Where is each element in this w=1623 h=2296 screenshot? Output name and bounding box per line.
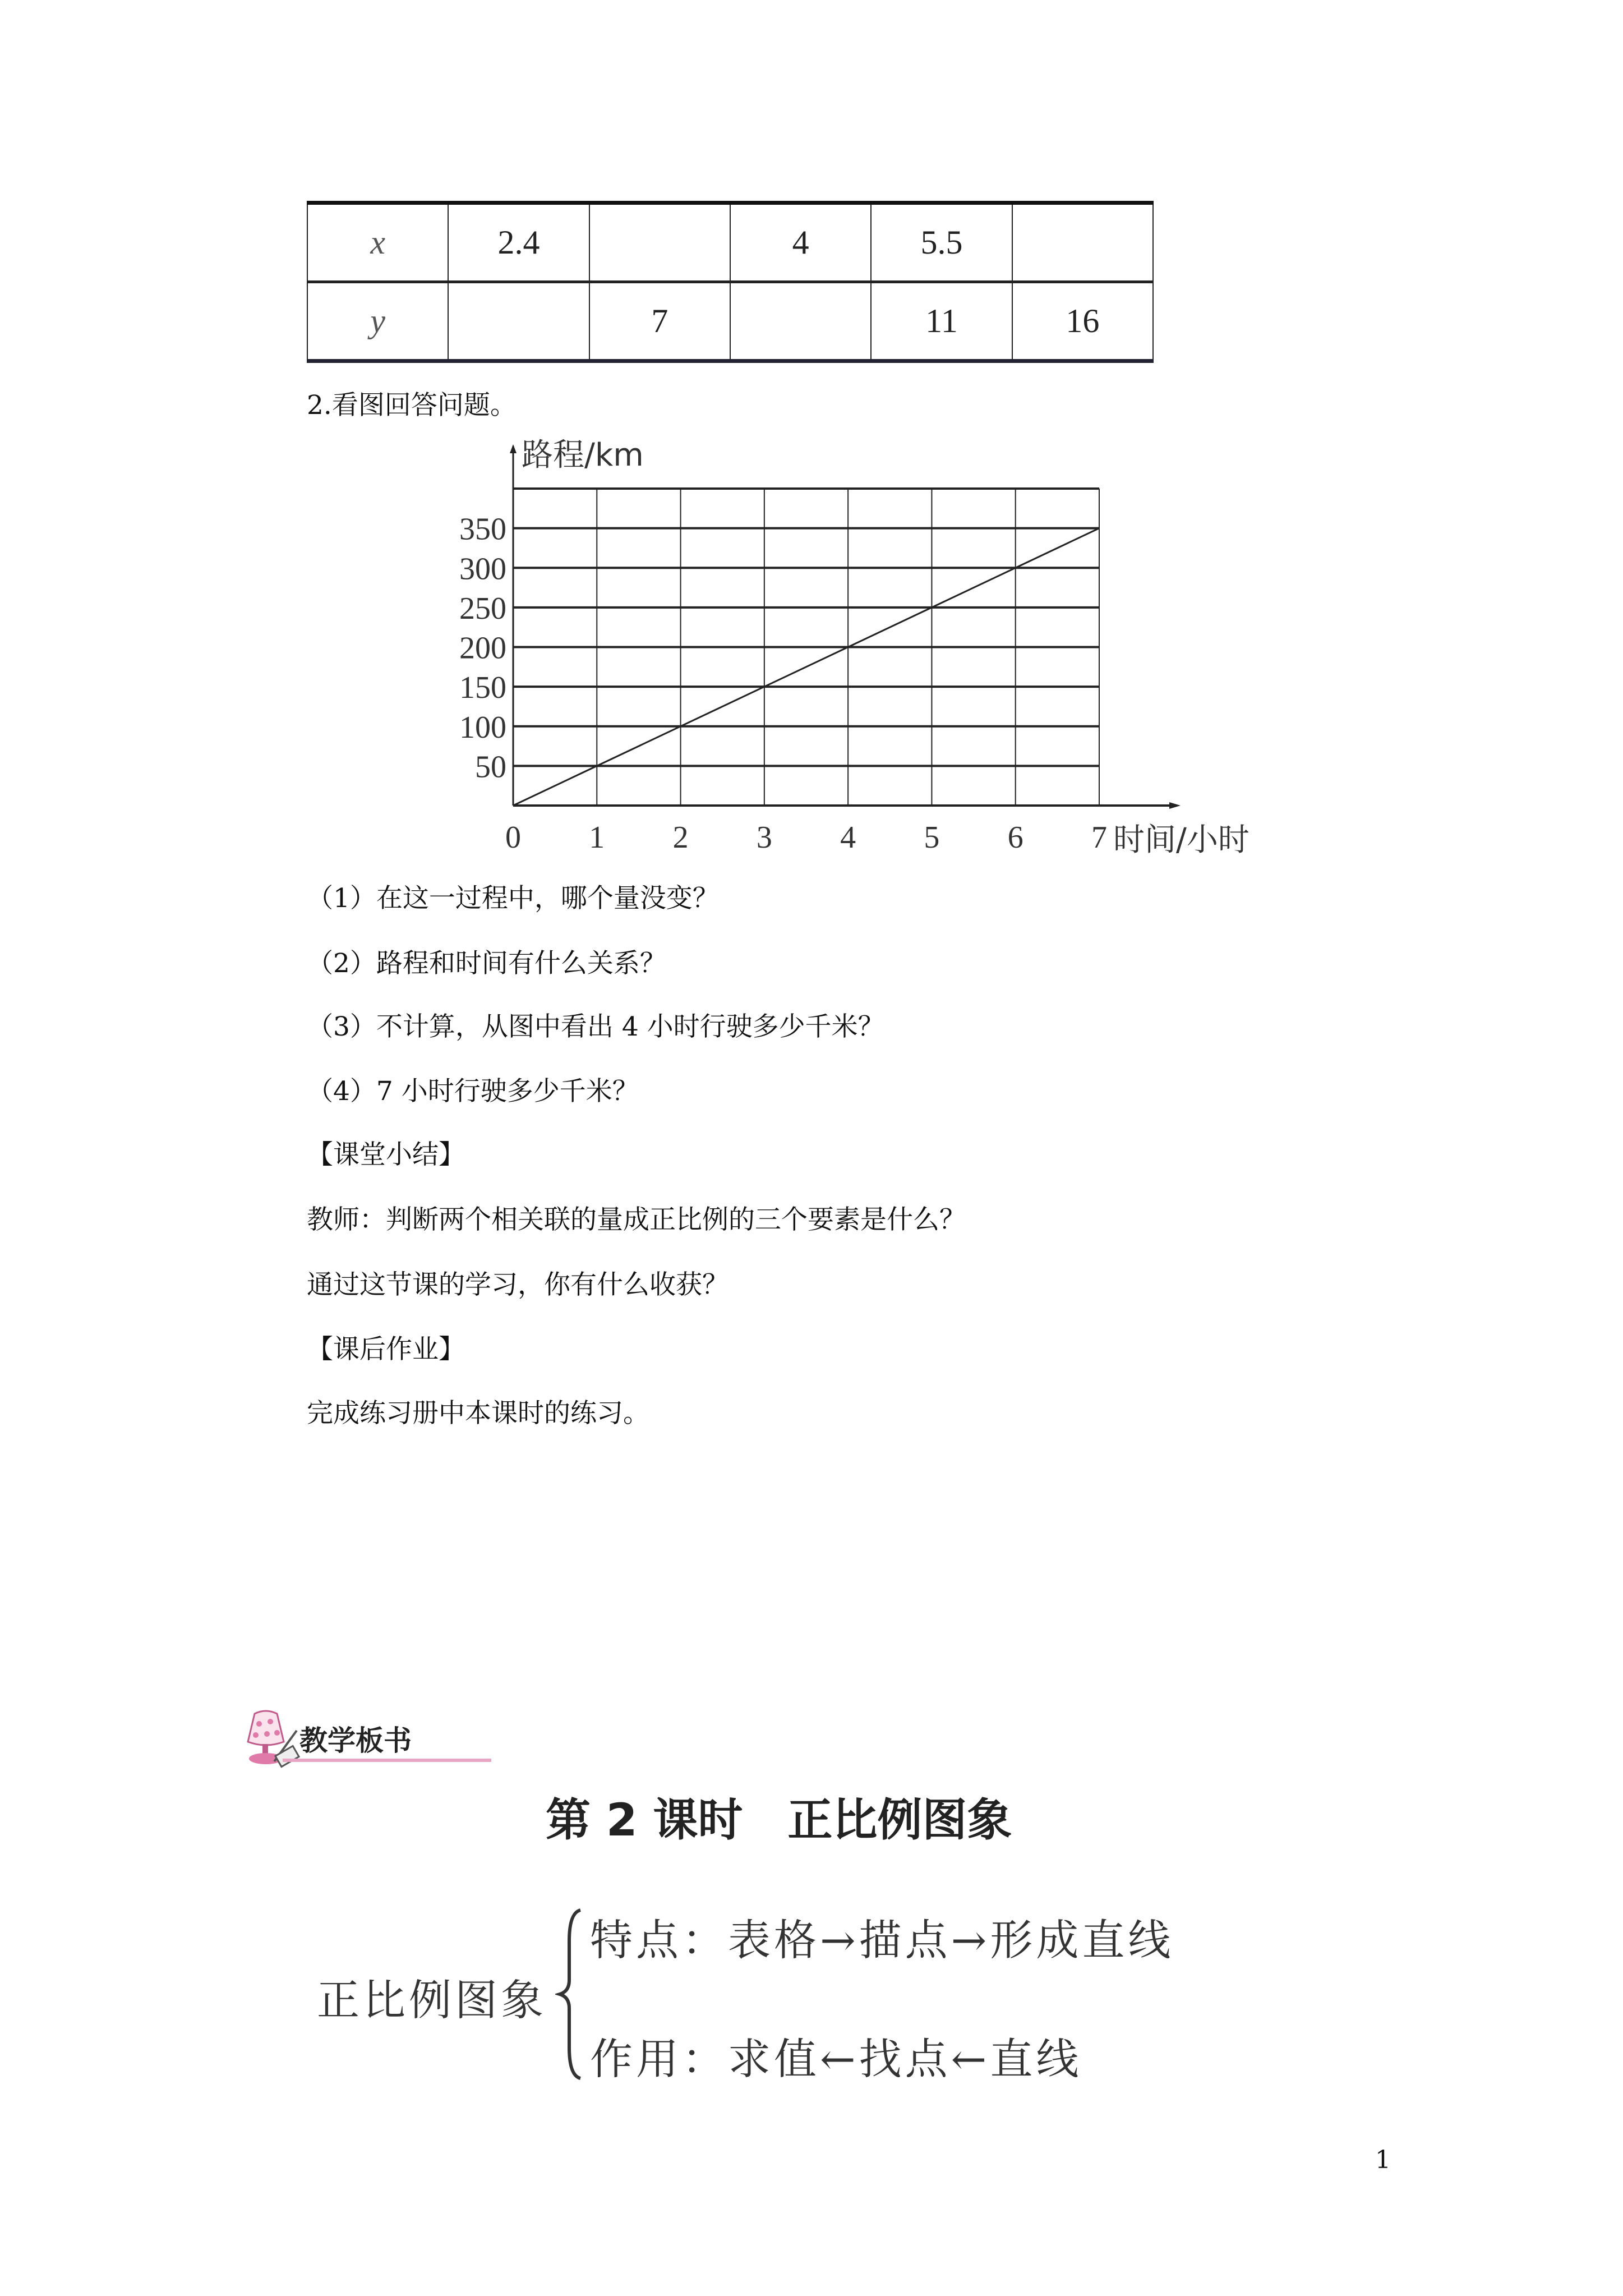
y-tick-label: 150 <box>459 670 506 706</box>
table-cell: 7 <box>589 282 730 361</box>
x-tick-label: 1 <box>589 820 605 855</box>
brace-icon <box>555 1907 589 2081</box>
xy-table <box>307 201 1154 363</box>
y-tick-label: 300 <box>459 551 506 587</box>
table-cell: 11 <box>871 282 1012 361</box>
x-tick-label: 2 <box>672 820 689 855</box>
summary-line: 教师：判断两个相关联的量成正比例的三个要素是什么？ <box>307 1204 966 1235</box>
y-tick-label: 250 <box>459 591 506 626</box>
question-item: （3）不计算，从图中看出 4 小时行驶多少千米？ <box>307 1011 884 1042</box>
table-cell: 16 <box>1012 282 1153 361</box>
x-axis-label: 时间/小时 <box>1113 822 1249 858</box>
question-item: （4）7 小时行驶多少千米？ <box>307 1076 639 1107</box>
y-axis-label: 路程/km <box>522 438 644 473</box>
table-cell <box>730 282 871 361</box>
question-item: （2）路程和时间有什么关系？ <box>307 948 666 979</box>
table-row-x <box>307 203 1153 282</box>
row-label: x <box>307 203 448 282</box>
x-tick-label: 4 <box>840 820 856 855</box>
table-cell: 4 <box>730 203 871 282</box>
board-header <box>243 1708 491 1770</box>
x-tick-label: 5 <box>924 820 940 855</box>
series-line <box>513 528 1099 806</box>
header-underline <box>283 1759 491 1762</box>
x-axis-arrow-icon <box>1169 802 1181 809</box>
diagram-usage: 作用：求值←找点←直线 <box>590 2034 1082 2084</box>
summary-heading: 【课堂小结】 <box>307 1139 465 1170</box>
homework-text: 完成练习册中本课时的练习。 <box>307 1398 649 1429</box>
table-cell <box>1012 203 1153 282</box>
y-tick-label: 100 <box>459 710 506 745</box>
summary-line: 通过这节课的学习，你有什么收获？ <box>307 1269 728 1300</box>
page-number: 1 <box>1375 2146 1391 2174</box>
row-label: y <box>307 282 448 361</box>
x-tick-label: 3 <box>756 820 772 855</box>
y-tick-label: 200 <box>459 631 506 666</box>
table-cell <box>448 282 589 361</box>
homework-heading: 【课后作业】 <box>307 1334 465 1365</box>
x-tick-label: 7 <box>1091 820 1107 855</box>
y-tick-label: 350 <box>459 512 506 547</box>
table-cell <box>589 203 730 282</box>
diagram-feature: 特点：表格→描点→形成直线 <box>590 1915 1174 1965</box>
table-row-y <box>307 282 1153 361</box>
question-item: （1）在这一过程中，哪个量没变？ <box>307 883 719 914</box>
board-title: 第 2 课时 正比例图象 <box>546 1794 1012 1846</box>
table-cell: 5.5 <box>871 203 1012 282</box>
question-2-title: 2.看图回答问题。 <box>307 390 517 421</box>
board-header-label: 教学板书 <box>299 1724 412 1757</box>
x-tick-label: 0 <box>505 820 521 855</box>
diagram-root: 正比例图象 <box>317 1975 547 2025</box>
distance-time-chart <box>426 438 1256 864</box>
table-cell: 2.4 <box>448 203 589 282</box>
x-tick-label: 6 <box>1007 820 1023 855</box>
y-axis-arrow-icon <box>510 444 517 453</box>
y-tick-label: 50 <box>475 749 506 785</box>
